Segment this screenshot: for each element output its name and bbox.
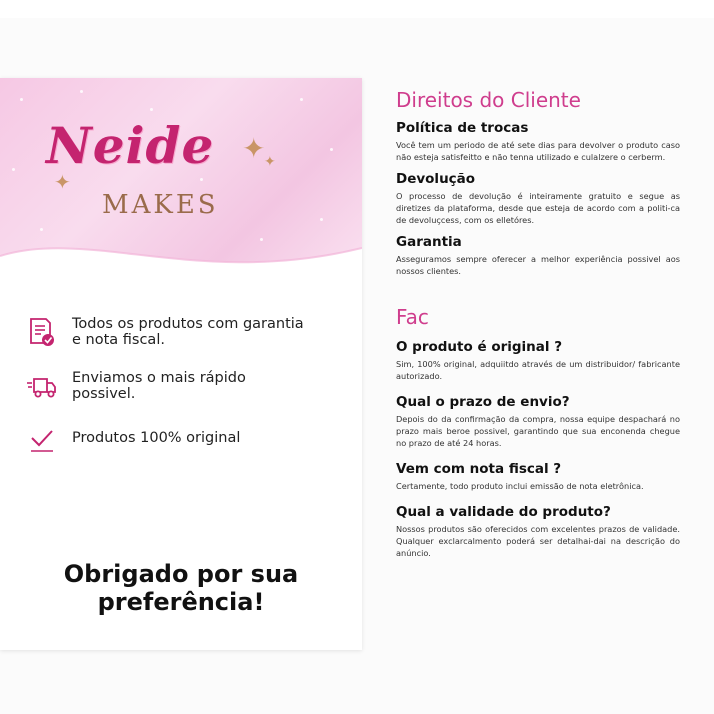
faq-question: Vem com nota fiscal ? <box>396 461 562 477</box>
feature-text: Produtos 100% original <box>72 430 241 446</box>
banner-wave <box>0 218 362 288</box>
rights-text: O processo de devolução é inteiramente gratuito e segue as diretizes da plataforma, desde que esteja de acordo com a politi-ca de devoluçcess, com os elletóres. <box>396 191 680 225</box>
faq-question: O produto é original ? <box>396 339 563 355</box>
brand-logo-script: Neide <box>46 116 215 175</box>
sparkle-star-icon: ✦ <box>54 170 71 194</box>
sparkle <box>300 98 303 101</box>
feature-text: Enviamos o mais rápido possivel. <box>72 370 246 402</box>
brand-logo-wordmark: MAKES <box>102 190 219 220</box>
sparkle-star-icon: ✦ <box>242 132 266 165</box>
rights-heading: Devolução <box>396 171 476 187</box>
faq-question: Qual a validade do produto? <box>396 504 611 520</box>
sparkle <box>330 148 333 151</box>
feature-text: Todos os produtos com garantia e nota fiscal. <box>72 316 304 348</box>
brand-card <box>0 78 362 650</box>
rights-section <box>396 120 680 277</box>
top-band <box>0 0 714 18</box>
fast-truck-icon <box>26 370 58 402</box>
feature-item <box>26 424 312 456</box>
faq-answer: Certamente, todo produto inclui emissão de nota eletrônica. <box>396 481 644 491</box>
thank-you-message: Obrigado por sua preferência! <box>63 560 299 616</box>
rights-title: Direitos do Cliente <box>396 88 581 112</box>
checkmark-icon <box>26 424 58 456</box>
info-column <box>396 88 680 571</box>
feature-item <box>26 370 312 402</box>
sparkle-star-icon: ✦ <box>264 154 276 170</box>
sparkle <box>12 168 15 171</box>
faq-question: Qual o prazo de envio? <box>396 394 570 410</box>
rights-heading: Garantia <box>396 234 462 250</box>
faq-title: Fac <box>396 305 429 329</box>
sparkle <box>80 90 83 93</box>
feature-list <box>26 316 312 478</box>
faq-answer: Depois do da confirmação da compra, nossa equipe despachará no prazo mais beroe possivel, garantindo que sua enconenda chegue no prazo de até 24 horas. <box>396 414 680 448</box>
sparkle <box>20 98 23 101</box>
faq-answer: Nossos produtos são oferecidos com excelentes prazos de validade. Qualquer exclarcalmento poderá ser detalhai-dai na descrição do anúncio. <box>396 524 680 558</box>
faq-answer: Sim, 100% original, adquiitdo através de um distribuidor/ fabricante autorizado. <box>396 359 680 381</box>
rights-text: Você tem um periodo de até sete dias para devolver o produto caso não esteja satisfeitto e não tenna utilizado e culalzere o cerberm. <box>396 140 680 162</box>
faq-section <box>396 339 680 559</box>
sparkle <box>150 108 153 111</box>
rights-text: Asseguramos sempre oferecer a melhor experiência possivel aos nossos clientes. <box>396 254 680 276</box>
invoice-check-icon <box>26 316 58 348</box>
feature-item <box>26 316 312 348</box>
rights-heading: Política de trocas <box>396 120 529 136</box>
brand-banner <box>0 78 362 288</box>
sparkle <box>200 178 203 181</box>
